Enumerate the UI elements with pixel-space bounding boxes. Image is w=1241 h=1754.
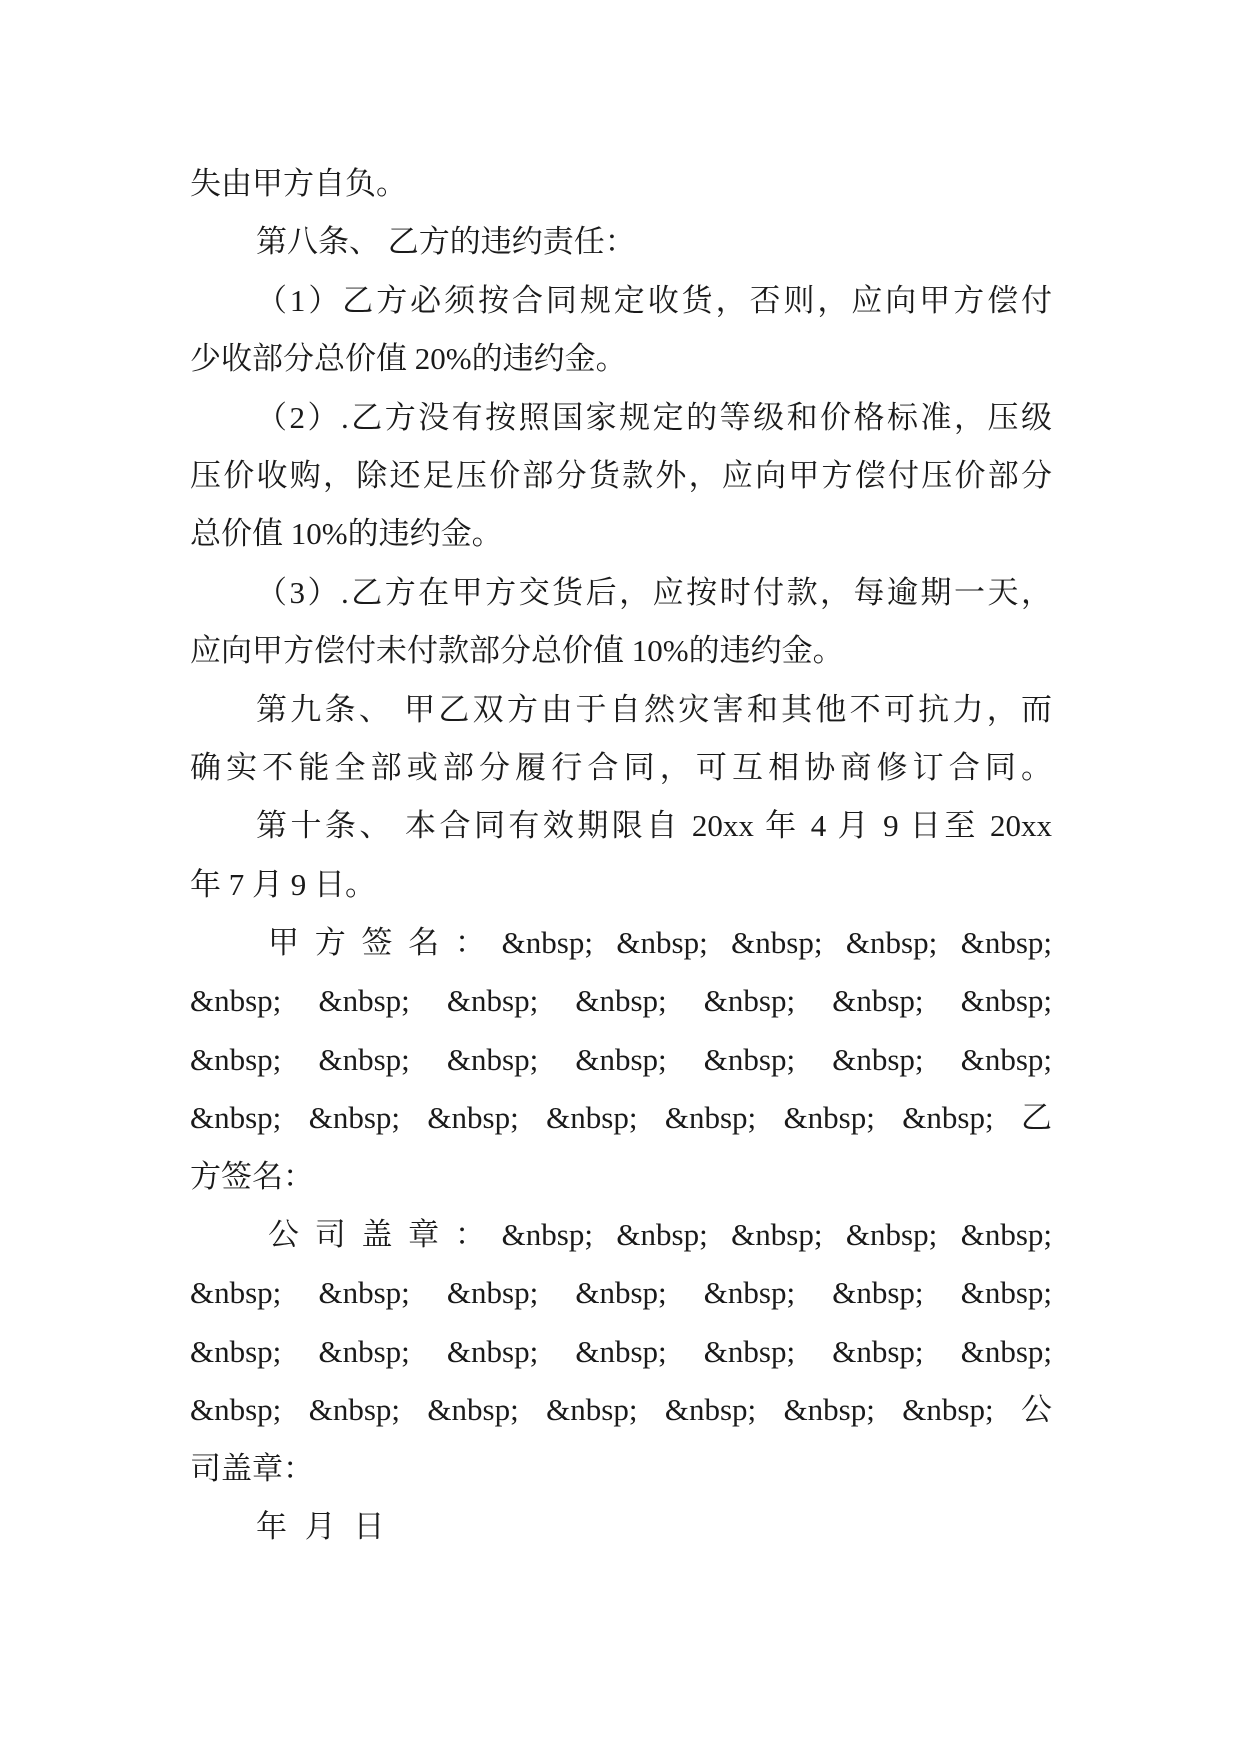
document-body xyxy=(190,155,1052,1556)
text-line: &nbsp; &nbsp; &nbsp; &nbsp; &nbsp; &nbsp; &nbsp; xyxy=(190,1275,1052,1311)
text-line: &nbsp; &nbsp; &nbsp; &nbsp; &nbsp; &nbsp; &nbsp; 公 xyxy=(190,1392,1052,1428)
text-line: （1）乙方必须按合同规定收货，否则，应向甲方偿付 xyxy=(256,282,1052,318)
text-line: &nbsp; &nbsp; &nbsp; &nbsp; &nbsp; &nbsp; &nbsp; xyxy=(190,983,1052,1019)
text-line: （2）.乙方没有按照国家规定的等级和价格标准，压级 xyxy=(256,399,1052,435)
text-line: &nbsp; &nbsp; &nbsp; &nbsp; &nbsp; &nbsp; &nbsp; 乙 xyxy=(190,1100,1052,1136)
text-line: 第八条、 乙方的违约责任： xyxy=(256,224,636,260)
signing-date xyxy=(190,1498,1052,1556)
company-seals xyxy=(190,1206,1052,1498)
text-line: （3）.乙方在甲方交货后，应按时付款，每逾期一天， xyxy=(256,574,1052,610)
text-line: &nbsp; &nbsp; &nbsp; &nbsp; &nbsp; &nbsp; &nbsp; xyxy=(190,1333,1052,1369)
text-line: 方签名： xyxy=(190,1158,314,1194)
text-line: 年 月 日 xyxy=(256,1508,385,1544)
text-line: 应向甲方偿付未付款部分总价值 10%的违约金。 xyxy=(190,633,844,669)
text-line: 少收部分总价值 20%的违约金。 xyxy=(190,341,627,377)
text-line: 司盖章： xyxy=(190,1450,314,1486)
text-line: 压价收购，除还足压价部分货款外，应向甲方偿付压价部分 xyxy=(190,457,1052,493)
party-signatures xyxy=(190,914,1052,1206)
text-line: 甲方签名：&nbsp; &nbsp; &nbsp; &nbsp; &nbsp; xyxy=(268,925,1052,961)
text-line: 确实不能全部或部分履行合同，可互相协商修订合同。 xyxy=(190,749,1052,785)
article-8-heading xyxy=(190,213,1052,271)
text-line: 失由甲方自负。 xyxy=(190,166,407,201)
text-line: 总价值 10%的违约金。 xyxy=(190,516,503,552)
article-8-clause-2 xyxy=(190,389,1052,564)
text-line: &nbsp; &nbsp; &nbsp; &nbsp; &nbsp; &nbsp; &nbsp; xyxy=(190,1041,1052,1077)
text-line: 第九条、 甲乙双方由于自然灾害和其他不可抗力，而 xyxy=(256,691,1052,727)
article-8-clause-1 xyxy=(190,272,1052,389)
text-line: 年 7 月 9 日。 xyxy=(190,866,376,902)
article-7-continuation xyxy=(190,155,1052,213)
text-line: 第十条、 本合同有效期限自 20xx 年 4 月 9 日至 20xx xyxy=(256,808,1052,844)
text-line: 公司盖章：&nbsp; &nbsp; &nbsp; &nbsp; &nbsp; xyxy=(268,1217,1052,1253)
article-9 xyxy=(190,681,1052,798)
article-10 xyxy=(190,797,1052,914)
article-8-clause-3 xyxy=(190,564,1052,681)
